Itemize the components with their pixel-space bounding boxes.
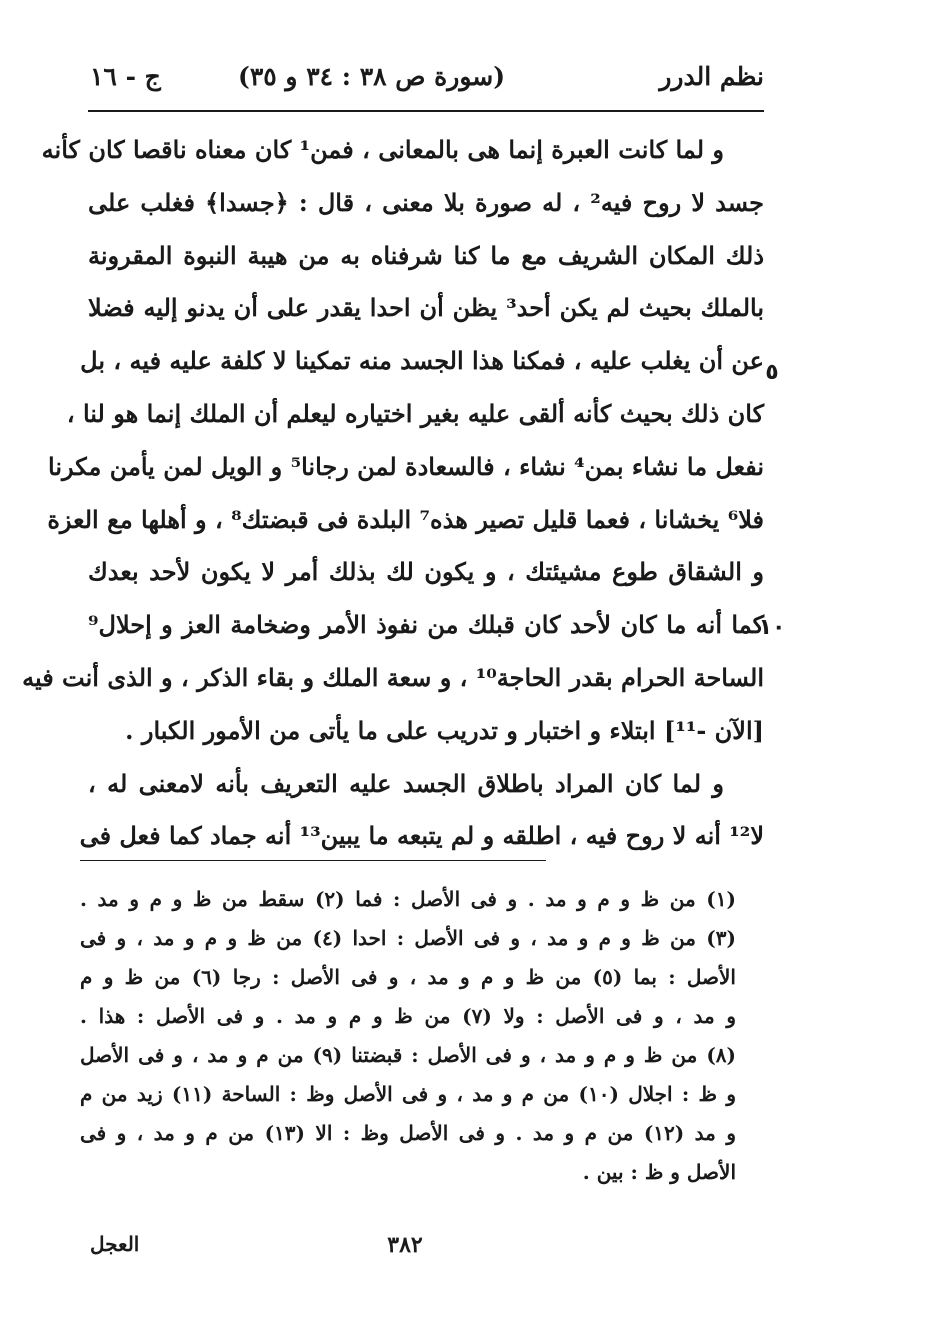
- text-line: و الشقاق طوع مشيئتك ، و يكون لك بذلك أمر لا يكون لأحد بعدك: [88, 557, 764, 587]
- book-title: نظم الدرر: [659, 62, 764, 91]
- footnote-line: (١) من ظ و م و مد . و فى الأصل : فما (٢) سقط من ظ و م و مد .: [80, 887, 736, 911]
- footnote-line: الأصل و ظ : بين .: [582, 1160, 736, 1184]
- signature-mark: العجل: [90, 1232, 140, 1256]
- running-header: [88, 56, 764, 106]
- footnote-divider: [80, 860, 546, 861]
- footnote-line: و مد ، و فى الأصل : ولا (٧) من ظ و م و مد . و فى الأصل : هذا .: [80, 1004, 737, 1028]
- footnote-line: و ظ : اجلال (١٠) من م و مد ، و فى الأصل وظ : الساحة (١١) زيد من م: [80, 1082, 736, 1106]
- header-divider: [88, 110, 764, 112]
- text-line: عن أن يغلب عليه ، فمكنا هذا الجسد منه تمكينا لا كلفة عليه فيه ، بل: [80, 346, 764, 376]
- footnote-line: و مد (١٢) من م و مد . و فى الأصل وظ : الا (١٣) من م و مد ، و فى: [80, 1121, 736, 1145]
- text-line: لا¹² أنه لا روح فيه ، اطلقه و لم يتبعه ما يبين¹³ أنه جماد كما فعل فى: [79, 821, 764, 851]
- text-line: الساحة الحرام بقدر الحاجة¹⁰ ، و سعة الملك و بقاء الذكر ، و الذى أنت فيه: [22, 662, 764, 692]
- text-line: و لما كانت العبرة إنما هى بالمعانى ، فمن¹ كان معناه ناقصا كان كأنه: [41, 135, 724, 164]
- text-line: جسد لا روح فيه² ، له صورة بلا معنى ، قال : ﴿جسدا﴾ فغلب على: [88, 187, 764, 217]
- main-text-block: [22, 124, 765, 863]
- footnote-line: الأصل : بما (٥) من ظ و م و مد ، و فى الأصل : رجا (٦) من ظ و م: [80, 965, 736, 989]
- page-number: ٣٨٢: [387, 1232, 423, 1258]
- text-line: فلا⁶ يخشانا ، فعما قليل تصير هذه⁷ البلدة فى قبضتك⁸ ، و أهلها مع العزة: [47, 504, 764, 534]
- text-line: نفعل ما نشاء بمن⁴ نشاء ، فالسعادة لمن رجانا⁵ و الويل لمن يأمن مكرنا: [48, 451, 764, 481]
- text-line: كما أنه ما كان لأحد كان قبلك من نفوذ الأمر وضخامة العز و إحلال⁹: [88, 610, 764, 640]
- surah-reference: (سورة ص ٣٨ : ٣٤ و ٣٥): [238, 62, 506, 91]
- line-number-5: ٥: [765, 360, 779, 385]
- text-line: ذلك المكان الشريف مع ما كنا شرفناه به من هيبة النبوة المقرونة: [88, 240, 765, 270]
- text-line: كان ذلك بحيث كأنه ألقى عليه بغير اختياره ليعلم أن الملك إنما هو لنا ،: [66, 398, 764, 428]
- footnote-line: (٨) من ظ و م و مد ، و فى الأصل : قبضتنا (٩) من م و مد ، و فى الأصل: [80, 1043, 736, 1067]
- footnote-line: (٣) من ظ و م و مد ، و فى الأصل : احدا (٤) من ظ و م و مد ، و فى: [80, 926, 736, 950]
- text-line: بالملك بحيث لم يكن أحد³ يظن أن احدا يقدر على أن يدنو إليه فضلا: [88, 293, 765, 323]
- volume-number: ج - ١٦: [90, 62, 161, 91]
- text-line: و لما كان المراد باطلاق الجسد عليه التعريف بأنه لامعنى له ،: [88, 768, 724, 798]
- footnotes-block: [80, 880, 736, 1192]
- line-number-10: ١٠: [758, 615, 786, 640]
- text-line: [الآن -¹¹] ابتلاء و اختبار و تدريب على ما يأتى من الأمور الكبار .: [125, 715, 764, 745]
